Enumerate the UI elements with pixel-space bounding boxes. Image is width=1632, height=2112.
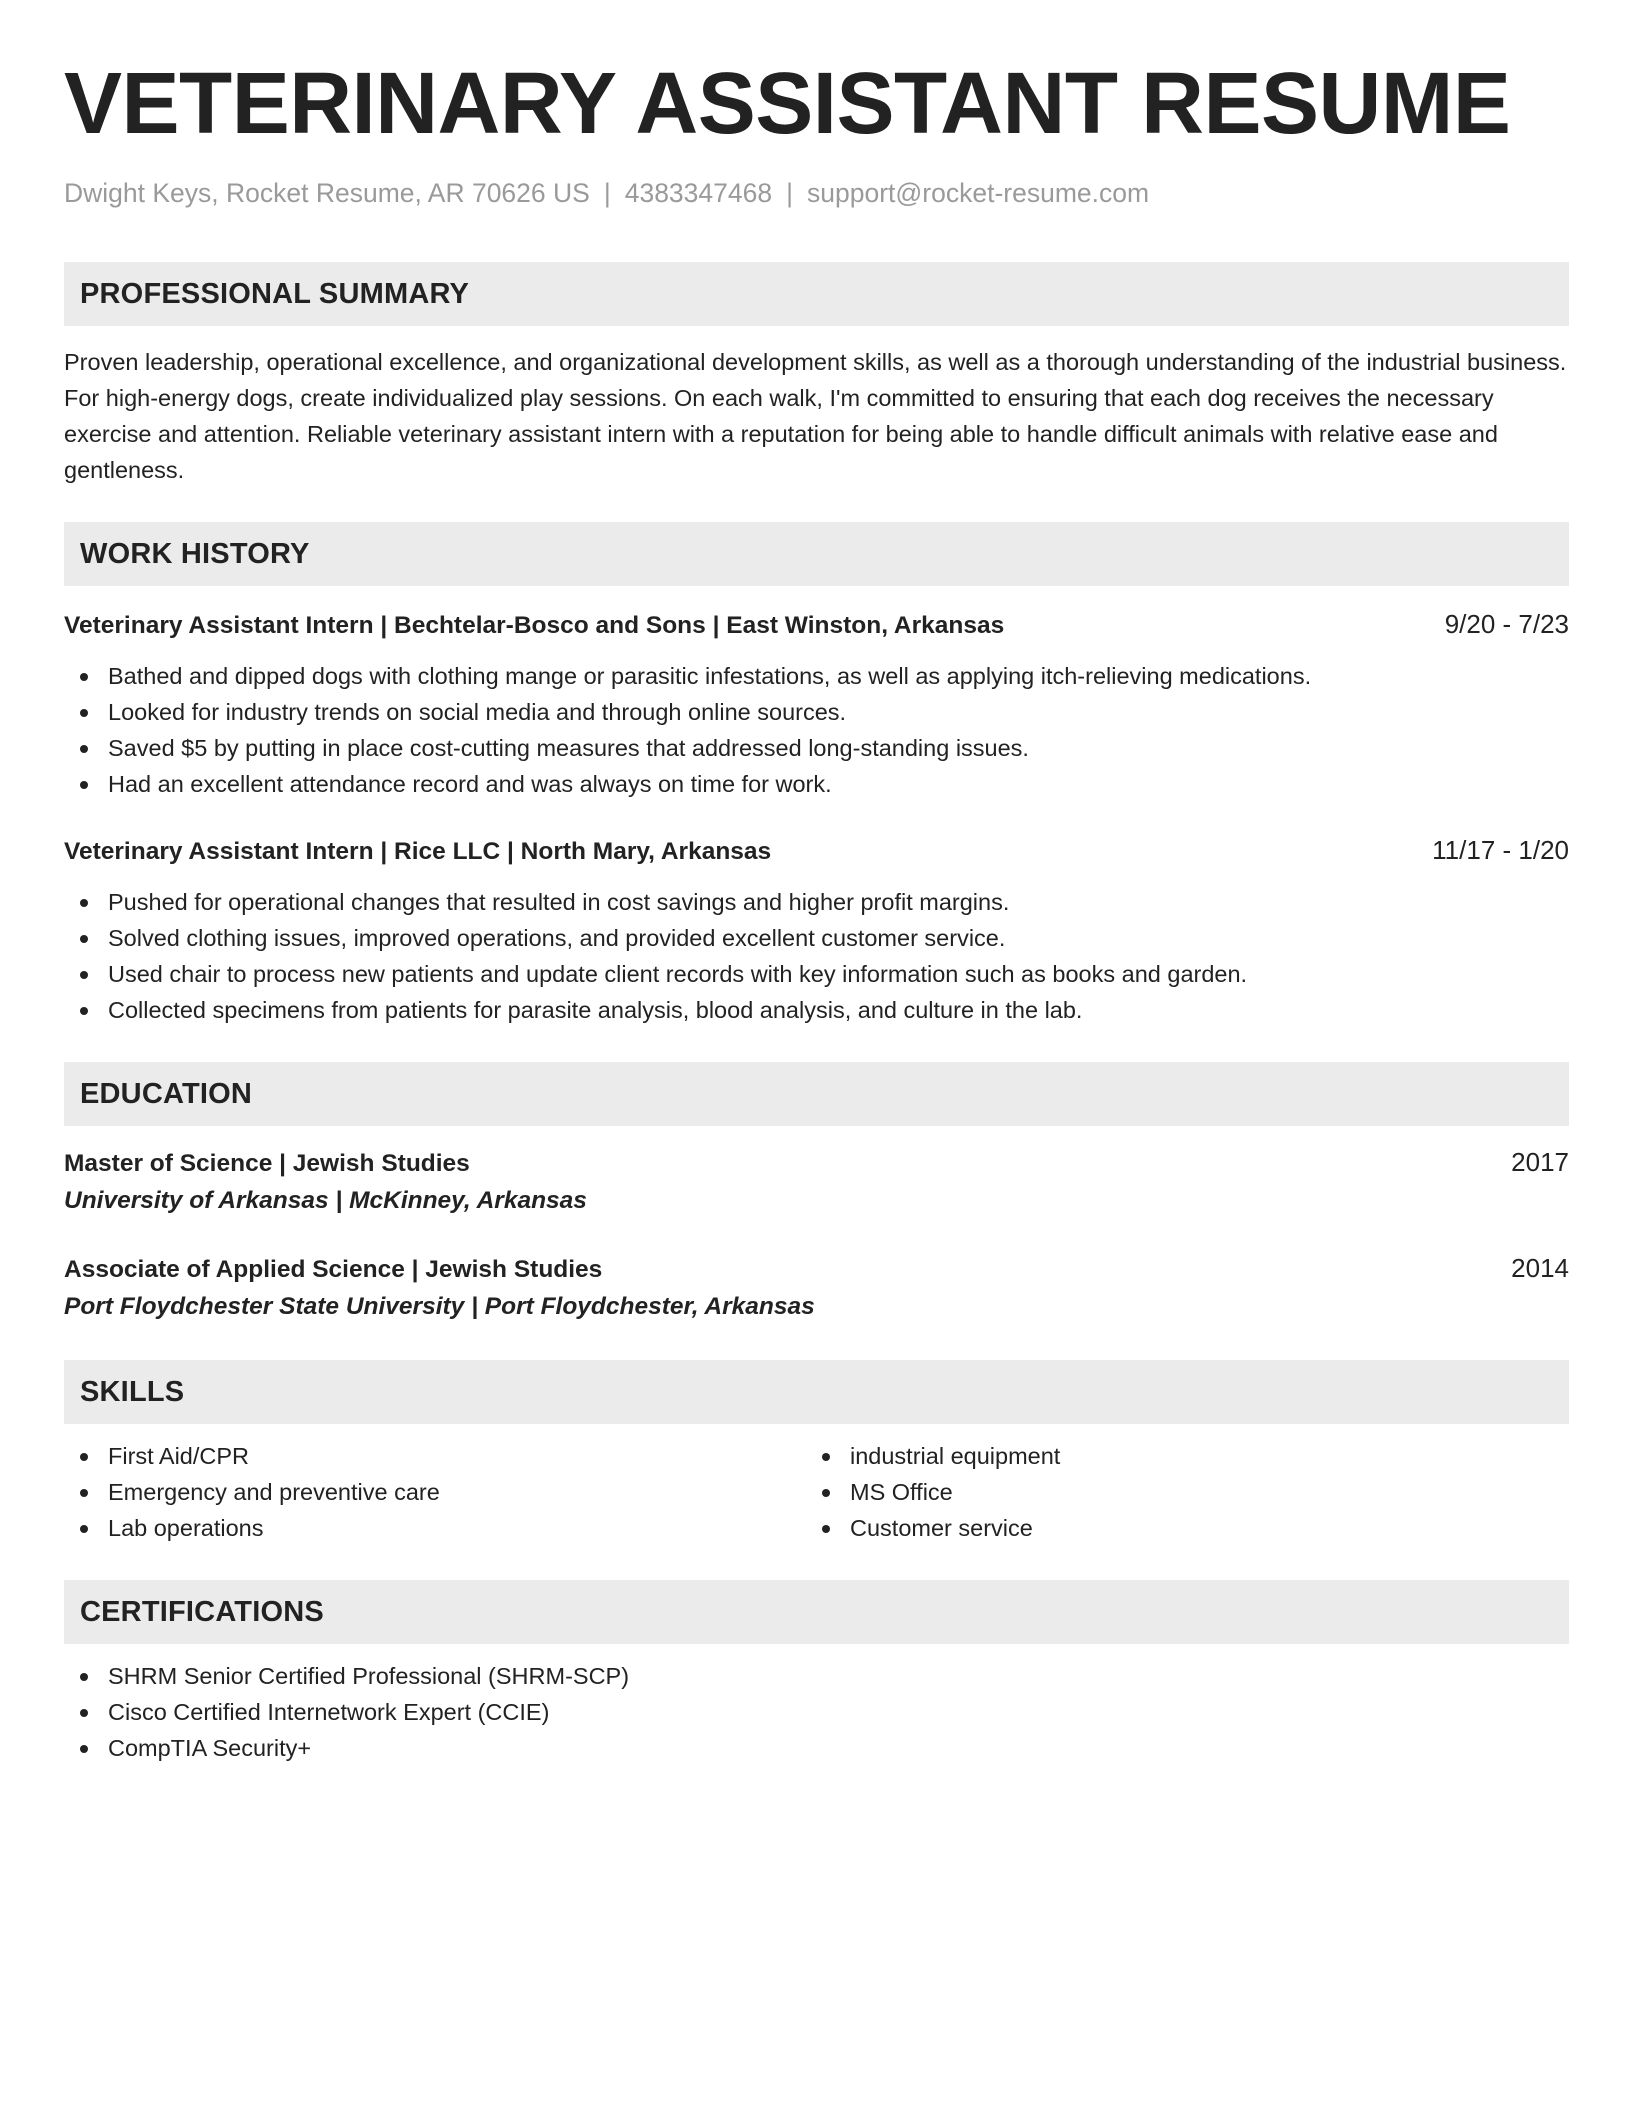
- section-heading-work-history: WORK HISTORY: [64, 522, 1569, 586]
- job-bullet: Saved $5 by putting in place cost-cutting measures that addressed long-standing issues.: [64, 730, 1569, 766]
- education-year: 2014: [1511, 1253, 1569, 1283]
- certification-item: CompTIA Security+: [64, 1730, 1569, 1766]
- skill-item: Emergency and preventive care: [64, 1474, 806, 1510]
- resume-page: [64, 0, 1569, 1766]
- job-bullet: Used chair to process new patients and update client records with key information such as books and garden.: [64, 956, 1569, 992]
- job-title: Veterinary Assistant Intern | Bechtelar-Bosco and Sons | East Winston, Arkansas: [64, 612, 1005, 639]
- job-bullet: Collected specimens from patients for parasite analysis, blood analysis, and culture in the lab.: [64, 992, 1569, 1028]
- contact-separator: |: [786, 178, 793, 208]
- section-heading-education: EDUCATION: [64, 1062, 1569, 1126]
- job-bullet: Solved clothing issues, improved operations, and provided excellent customer service.: [64, 920, 1569, 956]
- skills-columns: [64, 1438, 1569, 1546]
- job-bullet: Had an excellent attendance record and was always on time for work.: [64, 766, 1569, 802]
- contact-line: [64, 176, 1569, 210]
- job-header: [64, 606, 1569, 644]
- education-header: [64, 1250, 1569, 1288]
- education-year: 2017: [1511, 1147, 1569, 1177]
- job-entry: [64, 606, 1569, 802]
- job-bullets: [64, 658, 1569, 802]
- education-header: [64, 1144, 1569, 1182]
- job-bullet: Pushed for operational changes that resulted in cost savings and higher profit margins.: [64, 884, 1569, 920]
- education-school: University of Arkansas | McKinney, Arkansas: [64, 1187, 587, 1214]
- skills-list-left: [64, 1438, 806, 1546]
- job-bullet: Looked for industry trends on social media and through online sources.: [64, 694, 1569, 730]
- certification-item: Cisco Certified Internetwork Expert (CCIE): [64, 1694, 1569, 1730]
- education-school: Port Floydchester State University | Port Floydchester, Arkansas: [64, 1293, 815, 1320]
- section-heading-summary: PROFESSIONAL SUMMARY: [64, 262, 1569, 326]
- section-heading-skills: SKILLS: [64, 1360, 1569, 1424]
- resume-title: VETERINARY ASSISTANT RESUME: [64, 55, 1511, 152]
- education-degree: Master of Science | Jewish Studies: [64, 1150, 470, 1177]
- job-dates: 9/20 - 7/23: [1444, 609, 1569, 639]
- summary-text: Proven leadership, operational excellence, and organizational development skills, as well as a thorough understanding of the industrial business. For high-energy dogs, create individualized play sessions. On each walk, I'm committed to ensuring that each dog receives the necessary exercise and attention. Reliable veterinary assistant intern with a reputation for being able to handle difficult animals with relative ease and gentleness.: [64, 349, 1567, 483]
- certification-item: SHRM Senior Certified Professional (SHRM-SCP): [64, 1658, 1569, 1694]
- education-degree: Associate of Applied Science | Jewish Studies: [64, 1256, 603, 1283]
- contact-address: Dwight Keys, Rocket Resume, AR 70626 US: [64, 178, 590, 208]
- section-heading-certifications: CERTIFICATIONS: [64, 1580, 1569, 1644]
- skill-item: Customer service: [806, 1510, 1548, 1546]
- job-title: Veterinary Assistant Intern | Rice LLC | North Mary, Arkansas: [64, 838, 772, 865]
- education-entry: [64, 1144, 1569, 1220]
- skill-item: Lab operations: [64, 1510, 806, 1546]
- contact-phone: 4383347468: [624, 178, 773, 208]
- skill-item: MS Office: [806, 1474, 1548, 1510]
- job-bullets: [64, 884, 1569, 1028]
- skills-list-right: [806, 1438, 1548, 1546]
- skill-item: First Aid/CPR: [64, 1438, 806, 1474]
- job-bullet: Bathed and dipped dogs with clothing mange or parasitic infestations, as well as applying itch-relieving medications.: [64, 658, 1569, 694]
- job-header: [64, 832, 1569, 870]
- contact-separator: |: [603, 178, 611, 208]
- contact-email: support@rocket-resume.com: [807, 178, 1150, 208]
- certifications-list: [64, 1658, 1569, 1766]
- education-entry: [64, 1250, 1569, 1326]
- skill-item: industrial equipment: [806, 1438, 1548, 1474]
- job-entry: [64, 832, 1569, 1028]
- job-dates: 11/17 - 1/20: [1432, 835, 1569, 865]
